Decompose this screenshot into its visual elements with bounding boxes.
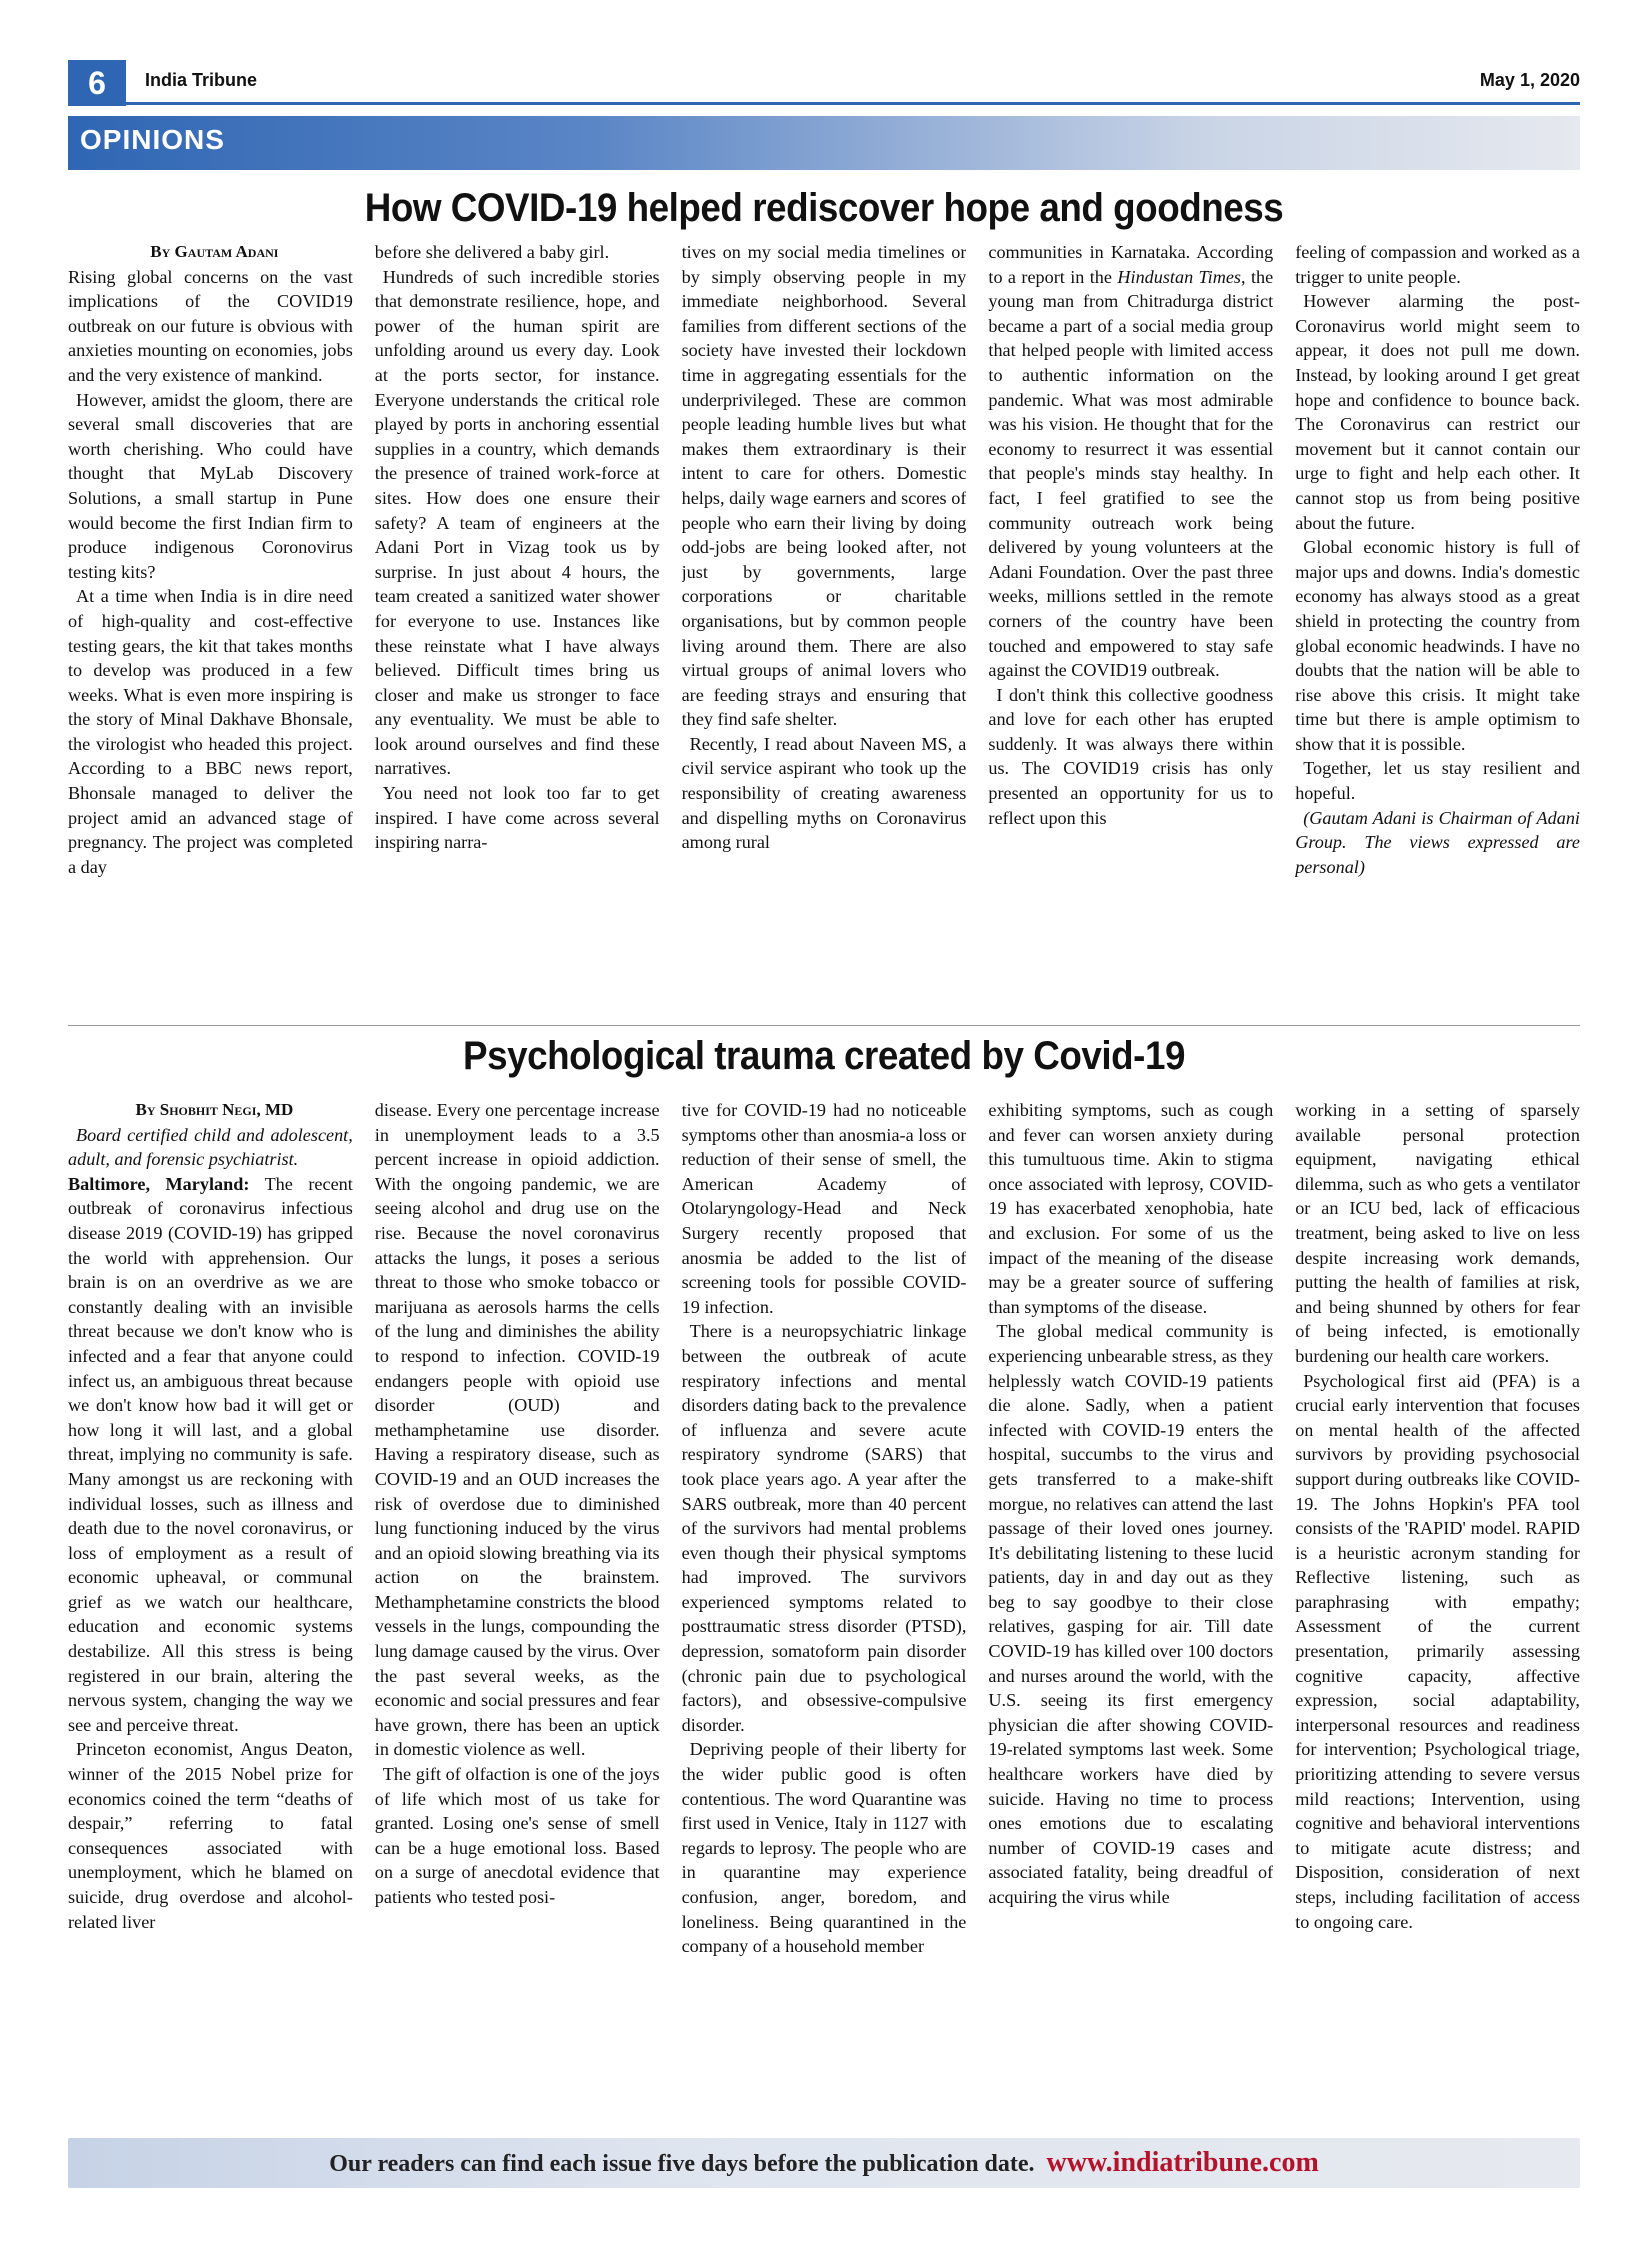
paragraph: Psychological first aid (PFA) is a crucial early intervention that focuses on mental health of the affected survivors by providing psychosocial support during outbreaks like COVID-19. The Johns Hopkin's PFA tool consists of the 'RAPID' model. RAPID is a heuristic acronym standing for Reflective listening, such as paraphrasing with empathy; Assessment of the current presentation, primarily assessing cognitive capacity, affective expression, social adaptability, interpersonal resources and readiness for intervention; Psychological triage, prioritizing attending to severe versus mild reactions; Intervention, using cognitive and behavioral interventions to mitigate acute distress; and Disposition, consideration of next steps, including facilitation of access to ongoing care. <box>1295 1370 1580 1932</box>
article2 <box>68 1098 1580 2130</box>
section-banner <box>68 116 1580 170</box>
paragraph: tive for COVID-19 had no noticeable symptoms other than anosmia-a loss or reduction of their sense of smell, the American Academy of Otolaryngology-Head and Neck Surgery recently proposed that anosmia be added to the list of screening tools for possible COVID-19 infection. <box>681 1100 967 1317</box>
text-run: communities in Karnataka. According to a report in the <box>988 242 1274 287</box>
article1 <box>68 240 1580 1018</box>
paragraph: tives on my social media timelines or by simply observing people in my immediate neighborhood. Several families from different sections of the society have invested their lockdown time in aggregating essentials for the underprivileged. These are common people leading humble lives but what makes them extraordinary is their intent to care for others. Domestic helps, daily wage earners and scores of people who earn their living by doing odd-jobs are being looked after, not just by governments, large corporations or charitable organisations, but by common people living around them. There are also virtual groups of animal lovers who are feeding strays and ensuring that they find safe shelter. <box>681 242 967 730</box>
footer-text: Our readers can find each issue five days before the publication date. <box>329 2151 1035 2177</box>
article2-byline: By Shobhit Negi, MD <box>135 1100 294 1119</box>
paragraph: exhibiting symptoms, such as cough and fever can worsen anxiety during this tumultuous time. Akin to stigma once associated with leprosy, COVID-19 has exacerbated xenophobia, hate and exclusion. For some of us the impact of the meaning of the disease may be a greater source of suffering than symptoms of the disease. <box>988 1100 1274 1317</box>
paragraph: Together, let us stay resilient and hopeful. <box>1295 758 1580 804</box>
paragraph <box>988 240 1273 683</box>
footer-banner <box>68 2138 1580 2188</box>
article2-column-5 <box>1295 1098 1580 2130</box>
paragraph: The gift of olfaction is one of the joys of life which most of us take for granted. Losing one's sense of smell can be a huge emotional loss. Based on a surge of anecdotal evidence that patients who tested posi- <box>374 1764 660 1907</box>
paragraph: working in a setting of sparsely available personal protection equipment, navigating ethical dilemma, such as who gets a ventilator or an ICU bed, lack of efficacious treatment, being asked to live on less despite increasing work demands, putting the health of families at risk, and being shunned by others for fear of being infected, is emotionally burdening our health care workers. <box>1295 1100 1580 1366</box>
article2-column-2 <box>375 1098 660 2130</box>
article2-column-3 <box>682 1098 967 2130</box>
article2-headline: Psychological trauma created by Covid-19 <box>463 1034 1185 1078</box>
article1-column-3 <box>682 240 967 1018</box>
source-name: Hindustan Times <box>1117 266 1242 287</box>
paragraph: I don't think this collective goodness and love for each other has erupted suddenly. It was always there within us. The COVID19 crisis has only presented an opportunity for us to reflect upon this <box>988 684 1274 828</box>
section-label: OPINIONS <box>80 124 225 155</box>
author-credentials: Board certified child and adolescent, adult, and forensic psychiatrist. <box>68 1124 353 1170</box>
article1-column-2 <box>375 240 660 1018</box>
paragraph: There is a neuropsychiatric linkage between the outbreak of acute respiratory infections and mental disorders dating back to the prevalence of influenza and severe acute respiratory syndrome (SARS) that took place years ago. A year after the SARS outbreak, more than 40 percent of the survivors had mental problems even though their physical symptoms had improved. The survivors experienced symptoms related to posttraumatic stress disorder (PTSD), depression, somatoform pain disorder (chronic pain due to psychological factors), and obsessive-compulsive disorder. <box>681 1321 967 1735</box>
article2-column-1 <box>68 1098 353 2130</box>
paragraph: disease. Every one percentage increase in unemployment leads to a 3.5 percent increase in opioid addiction. With the ongoing pandemic, we are seeing alcohol and drug use on the rise. Because the novel coronavirus attacks the lungs, it poses a serious threat to those who smoke tobacco or marijuana as aerosols harms the cells of the lung and diminishes the ability to respond to infection. COVID-19 endangers people with opioid use disorder (OUD) and methamphetamine use disorder. Having a respiratory disease, such as COVID-19 and an OUD increases the risk of overdose due to diminished lung functioning induced by the virus and an opioid slowing breathing via its action on the brainstem. Methamphetamine constricts the blood vessels in the lungs, compounding the lung damage caused by the virus. Over the past several weeks, as the economic and social pressures and fear have grown, there has been an uptick in domestic violence as well. <box>374 1100 660 1760</box>
paragraph: Princeton economist, Angus Deaton, winner of the 2015 Nobel prize for economics coined the term “deaths of despair,” referring to fatal consequences associated with unemployment, which he blamed on suicide, drug overdose and alcohol-related liver <box>68 1739 353 1932</box>
author-note: (Gautam Adani is Chairman of Adani Group. The views expressed are personal) <box>1295 807 1580 877</box>
text-run: , the young man from Chitradurga district became a part of a social media group that helped people with limited access to authentic information on the pandemic. What was most admirable was his vision. He thought that for the economy to resurrect it was essential that people's minds stay healthy. In fact, I feel gratified to see the community outreach work being delivered by young volunteers at the Adani Foundation. Over the past three weeks, millions settled in the remote corners of the country have been touched and empowered to stay safe against the COVID19 outbreak. <box>988 266 1274 681</box>
paragraph: The global medical community is experiencing unbearable stress, as they helplessly watch COVID-19 patients die alone. Sadly, when a patient infected with COVID-19 enters the hospital, succumbs to the virus and gets transferred to a make-shift morgue, no relatives can attend the last passage of their loved ones journey. It's debilitating listening to these lucid patients, day in and day out as they beg to say goodbye to their close relatives, gasping for air. Till date COVID-19 has killed over 100 doctors and nurses around the world, with the U.S. seeing its first emergency physician die after showing COVID-19-related symptoms last week. Some healthcare workers have died by suicide. Having no time to process ones emotions due to escalating number of COVID-19 cases and associated fatality, being dreadful of acquiring the virus while <box>988 1321 1274 1907</box>
article1-headline: How COVID-19 helped rediscover hope and goodness <box>364 186 1284 230</box>
paragraph: feeling of compassion and worked as a trigger to unite people. <box>1295 242 1580 287</box>
issue-date: May 1, 2020 <box>1479 70 1580 90</box>
paragraph: You need not look too far to get inspired. I have come across several inspiring narra- <box>374 783 660 853</box>
article1-column-4 <box>988 240 1273 1018</box>
text-run: The recent outbreak of coronavirus infectious disease 2019 (COVID-19) has gripped the world with apprehension. Our brain is on an overdrive as we are constantly dealing with an invisible threat because we don't know who is infected and a fear that anyone could infect us, an ambiguous threat because we don't know how bad it will get or how long it will last, and a global threat, implying no community is safe. Many amongst us are reckoning with individual losses, such as illness and death due to the novel coronavirus, or loss of employment as a result of economic upheaval, or communal grief as we watch our healthcare, education and economic systems destabilize. All this stress is being registered in our brain, altering the nervous system, changing the way we see and perceive threat. <box>68 1173 353 1735</box>
article1-column-1 <box>68 240 353 1018</box>
dateline: Baltimore, Maryland: <box>68 1173 250 1194</box>
paragraph: before she delivered a baby girl. <box>374 242 610 262</box>
paragraph: Recently, I read about Naveen MS, a civil service aspirant who took up the responsibility of creating awareness and dispelling myths on Coronavirus among rural <box>681 733 967 853</box>
article1-byline: By Gautam Adani <box>150 242 279 261</box>
paragraph <box>68 1172 353 1738</box>
page-number: 6 <box>68 60 126 106</box>
article2-column-4 <box>988 1098 1273 2130</box>
article-divider <box>68 1025 1580 1026</box>
paragraph: However alarming the post-Coronavirus world might seem to appear, it does not pull me down. Instead, by looking around I get great hope and confidence to bounce back. The Coronavirus can restrict our movement but it cannot contain our urge to fight and help each other. It cannot stop us from being positive about the future. <box>1295 291 1580 533</box>
paragraph: Depriving people of their liberty for the wider public good is often contentious. The word Quarantine was first used in Venice, Italy in 1127 with regards to leprosy. The people who are in quarantine may experience confusion, anger, boredom, and loneliness. Being quarantined in the company of a household member <box>681 1739 967 1957</box>
paragraph: However, amidst the gloom, there are several small discoveries that are worth cherishing. Who could have thought that MyLab Discovery Solutions, a small startup in Pune would become the first Indian firm to produce indigenous Coronovirus testing kits? <box>68 389 353 582</box>
article1-column-5 <box>1295 240 1580 1018</box>
header-rule <box>68 102 1580 105</box>
paragraph: Rising global concerns on the vast implications of the COVID19 outbreak on our future is obvious with anxieties mounting on economies, jobs and the very existence of mankind. <box>68 266 353 385</box>
paragraph: Hundreds of such incredible stories that demonstrate resilience, hope, and power of the human spirit are unfolding around us every day. Look at the ports sector, for instance. Everyone understands the critical role played by ports in anchoring essential supplies in a country, which demands the presence of trained work-force at sites. How does one ensure their safety? A team of engineers at the Adani Port in Vizag took us by surprise. In just about 4 hours, the team created a sanitized water shower for everyone to use. Instances like these reinstate what I have always believed. Difficult times bring us closer and make us stronger to face any eventuality. We must be able to look around ourselves and find these narratives. <box>374 266 660 779</box>
paragraph: At a time when India is in dire need of high-quality and cost-effective testing gears, the kit that takes months to develop was produced in a few weeks. What is even more inspiring is the story of Minal Dakhave Bhonsale, the virologist who headed this project. According to a BBC news report, Bhonsale managed to deliver the project amid an advanced stage of pregnancy. The project was completed a day <box>68 586 353 877</box>
paragraph: Global economic history is full of major ups and downs. India's domestic economy has always stood as a great shield in protecting the country from global economic headwinds. I have no doubts that the nation will be able to rise above this crisis. It might take time but there is ample optimism to show that it is possible. <box>1295 537 1580 754</box>
website-link[interactable]: www.indiatribune.com <box>1046 2147 1319 2178</box>
publication-name: India Tribune <box>145 70 258 90</box>
